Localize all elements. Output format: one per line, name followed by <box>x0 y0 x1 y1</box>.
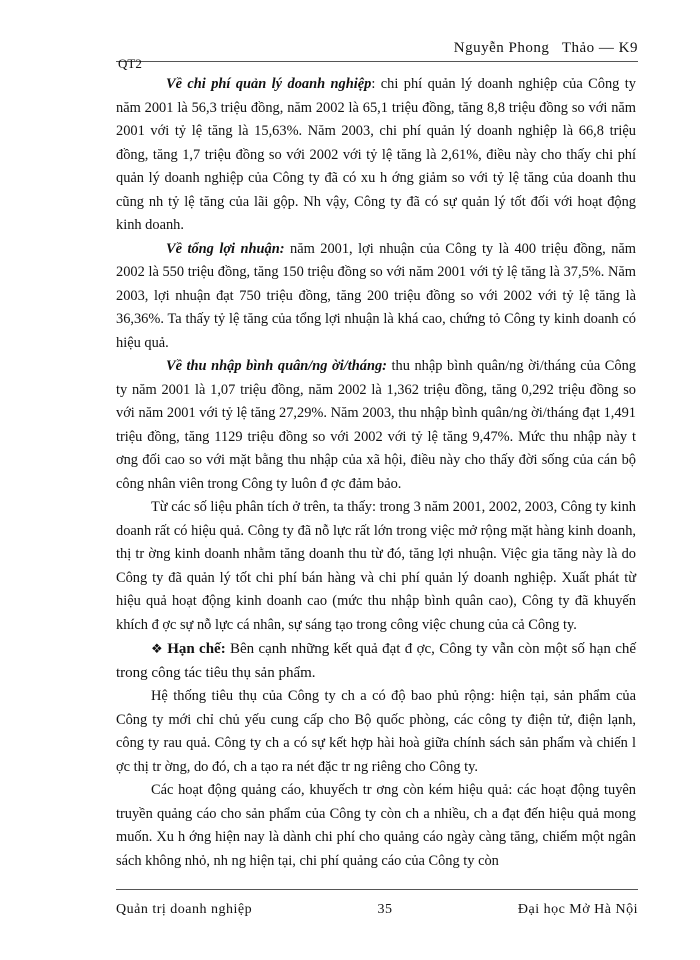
paragraph-lead: Về tổng lợi nhuận: <box>166 240 285 257</box>
paragraph-summary: Từ các số liệu phân tích ở trên, ta thấy: trong 3 năm 2001, 2002, 2003, Công ty kinh doanh rất có hiệu quả. Công ty đã nỗ lực rất lớn trong việc mở rộng mặt hàng kinh doanh, thị tr ờng kinh doanh nhằm tăng doanh thu từ đó, tăng lợi nhuận. Việc gia tăng này là do Công ty đã quản lý tốt chi phí bán hàng và chi phí quản lý doanh nghiệp. Xuất phát từ hiệu quả hoạt động kinh doanh cao (mức thu nhập bình quân cao), Công ty đã khuyến khích đ ợc sự nỗ lực cá nhân, sự sáng tạo trong công việc chung của cả Công ty. <box>116 499 636 633</box>
paragraph-text: : chi phí quản lý doanh nghiệp của Công ty năm 2001 là 56,3 triệu đồng, năm 2002 là 65,1 triệu đồng, tăng 8,8 triệu đồng so với năm 2001 với tỷ lệ tăng là 15,63%. Năm 2003, chi phí quản lý doanh nghiệp là 66,8 triệu đồng, tăng 1,7 triệu đồng so với 2002 với tỷ lệ tăng là 2,61%, điều này cho thấy chi phí quản lý doanh nghiệp của Công ty đã có xu h ớng giảm so với tỷ lệ tăng của doanh thu cũng nh tỷ lệ tăng của lãi gộp. Nh vậy, Công ty đã có sự quản lý tốt đối với hoạt động kinh doanh. <box>116 76 636 233</box>
diamond-bullet-icon: ❖ <box>151 641 164 656</box>
document-body <box>116 73 636 873</box>
header-author: Nguyễn Phong Thảo — K9 <box>453 40 638 56</box>
section-limitations <box>116 637 636 685</box>
paragraph-distribution-system: Hệ thống tiêu thụ của Công ty ch a có độ bao phủ rộng: hiện tại, sản phẩm của Công ty mới chỉ chủ yếu cung cấp cho Bộ quốc phòng, các công ty điện tử, điện lạnh, công ty rau quả. Công ty ch a có sự kết hợp hài hoà giữa chính sách sản phẩm và chiến l ợc thị tr ờng, do đó, ch a tạo ra nét đặc tr ng riêng cho Công ty. <box>116 688 636 775</box>
section-title: Hạn chế: <box>167 641 226 657</box>
header-class-code: QT2 <box>118 56 142 71</box>
paragraph-advertising: Các hoạt động quảng cáo, khuyếch tr ơng còn kém hiệu quả: các hoạt động tuyên truyền quảng cáo cho sản phẩm của Công ty còn ch a nhiều, ch a đạt đến hiệu quả mong muốn. Xu h ớng hiện nay là dành chi phí cho quảng cáo ngày càng tăng, chiếm một ngân sách không nhỏ, nh ng hiện tại, chi phí quảng cáo của Công ty còn <box>116 782 636 869</box>
page-number: 35 <box>377 902 393 917</box>
page-footer <box>116 902 638 918</box>
paragraph-text: năm 2001, lợi nhuận của Công ty là 400 triệu đồng, năm 2002 là 550 triệu đồng, tăng 150 triệu đồng so với năm 2001 với tỷ lệ tăng là 37,5%. Năm 2003, lợi nhuận đạt 750 triệu đồng, tăng 200 triệu đồng so với 2002 với tỷ lệ tăng là 36,36%. Ta thấy tỷ lệ tăng của tổng lợi nhuận là khá cao, chứng tỏ Công ty kinh doanh có hiệu quả. <box>116 240 637 351</box>
paragraph-lead: Về chi phí quản lý doanh nghiệp <box>166 76 372 92</box>
header-divider <box>116 61 638 62</box>
footer-subject: Quản trị doanh nghiệp <box>116 902 253 917</box>
paragraph-total-profit <box>116 238 636 356</box>
footer-divider <box>116 889 638 890</box>
paragraph-admin-costs <box>116 73 636 238</box>
section-intro: Bên cạnh những kết quả đạt đ ợc, Công ty vẫn còn một số hạn chế trong công tác tiêu thụ sản phẩm. <box>116 641 637 681</box>
paragraph-average-income <box>116 355 636 496</box>
paragraph-text: thu nhập bình quân/ng ời/tháng của Công ty năm 2001 là 1,07 triệu đồng, năm 2002 là 1,362 triệu đồng, tăng 0,292 triệu đồng so với năm 2001 với tỷ lệ tăng 27,29%. Năm 2003, thu nhập bình quân/ng ời/tháng đạt 1,491 triệu đồng, tăng 1129 triệu đồng so với 2002 với tỷ lệ tăng 9,47%. Mức thu nhập này t ơng đối cao so với mặt bằng thu nhập của xã hội, điều này cho thấy đời sống của cán bộ công nhân viên trong Công ty luôn đ ợc đảm bảo. <box>116 358 636 492</box>
paragraph-lead: Về thu nhập bình quân/ng ời/tháng: <box>166 358 387 374</box>
footer-university: Đại học Mở Hà Nội <box>517 902 638 917</box>
